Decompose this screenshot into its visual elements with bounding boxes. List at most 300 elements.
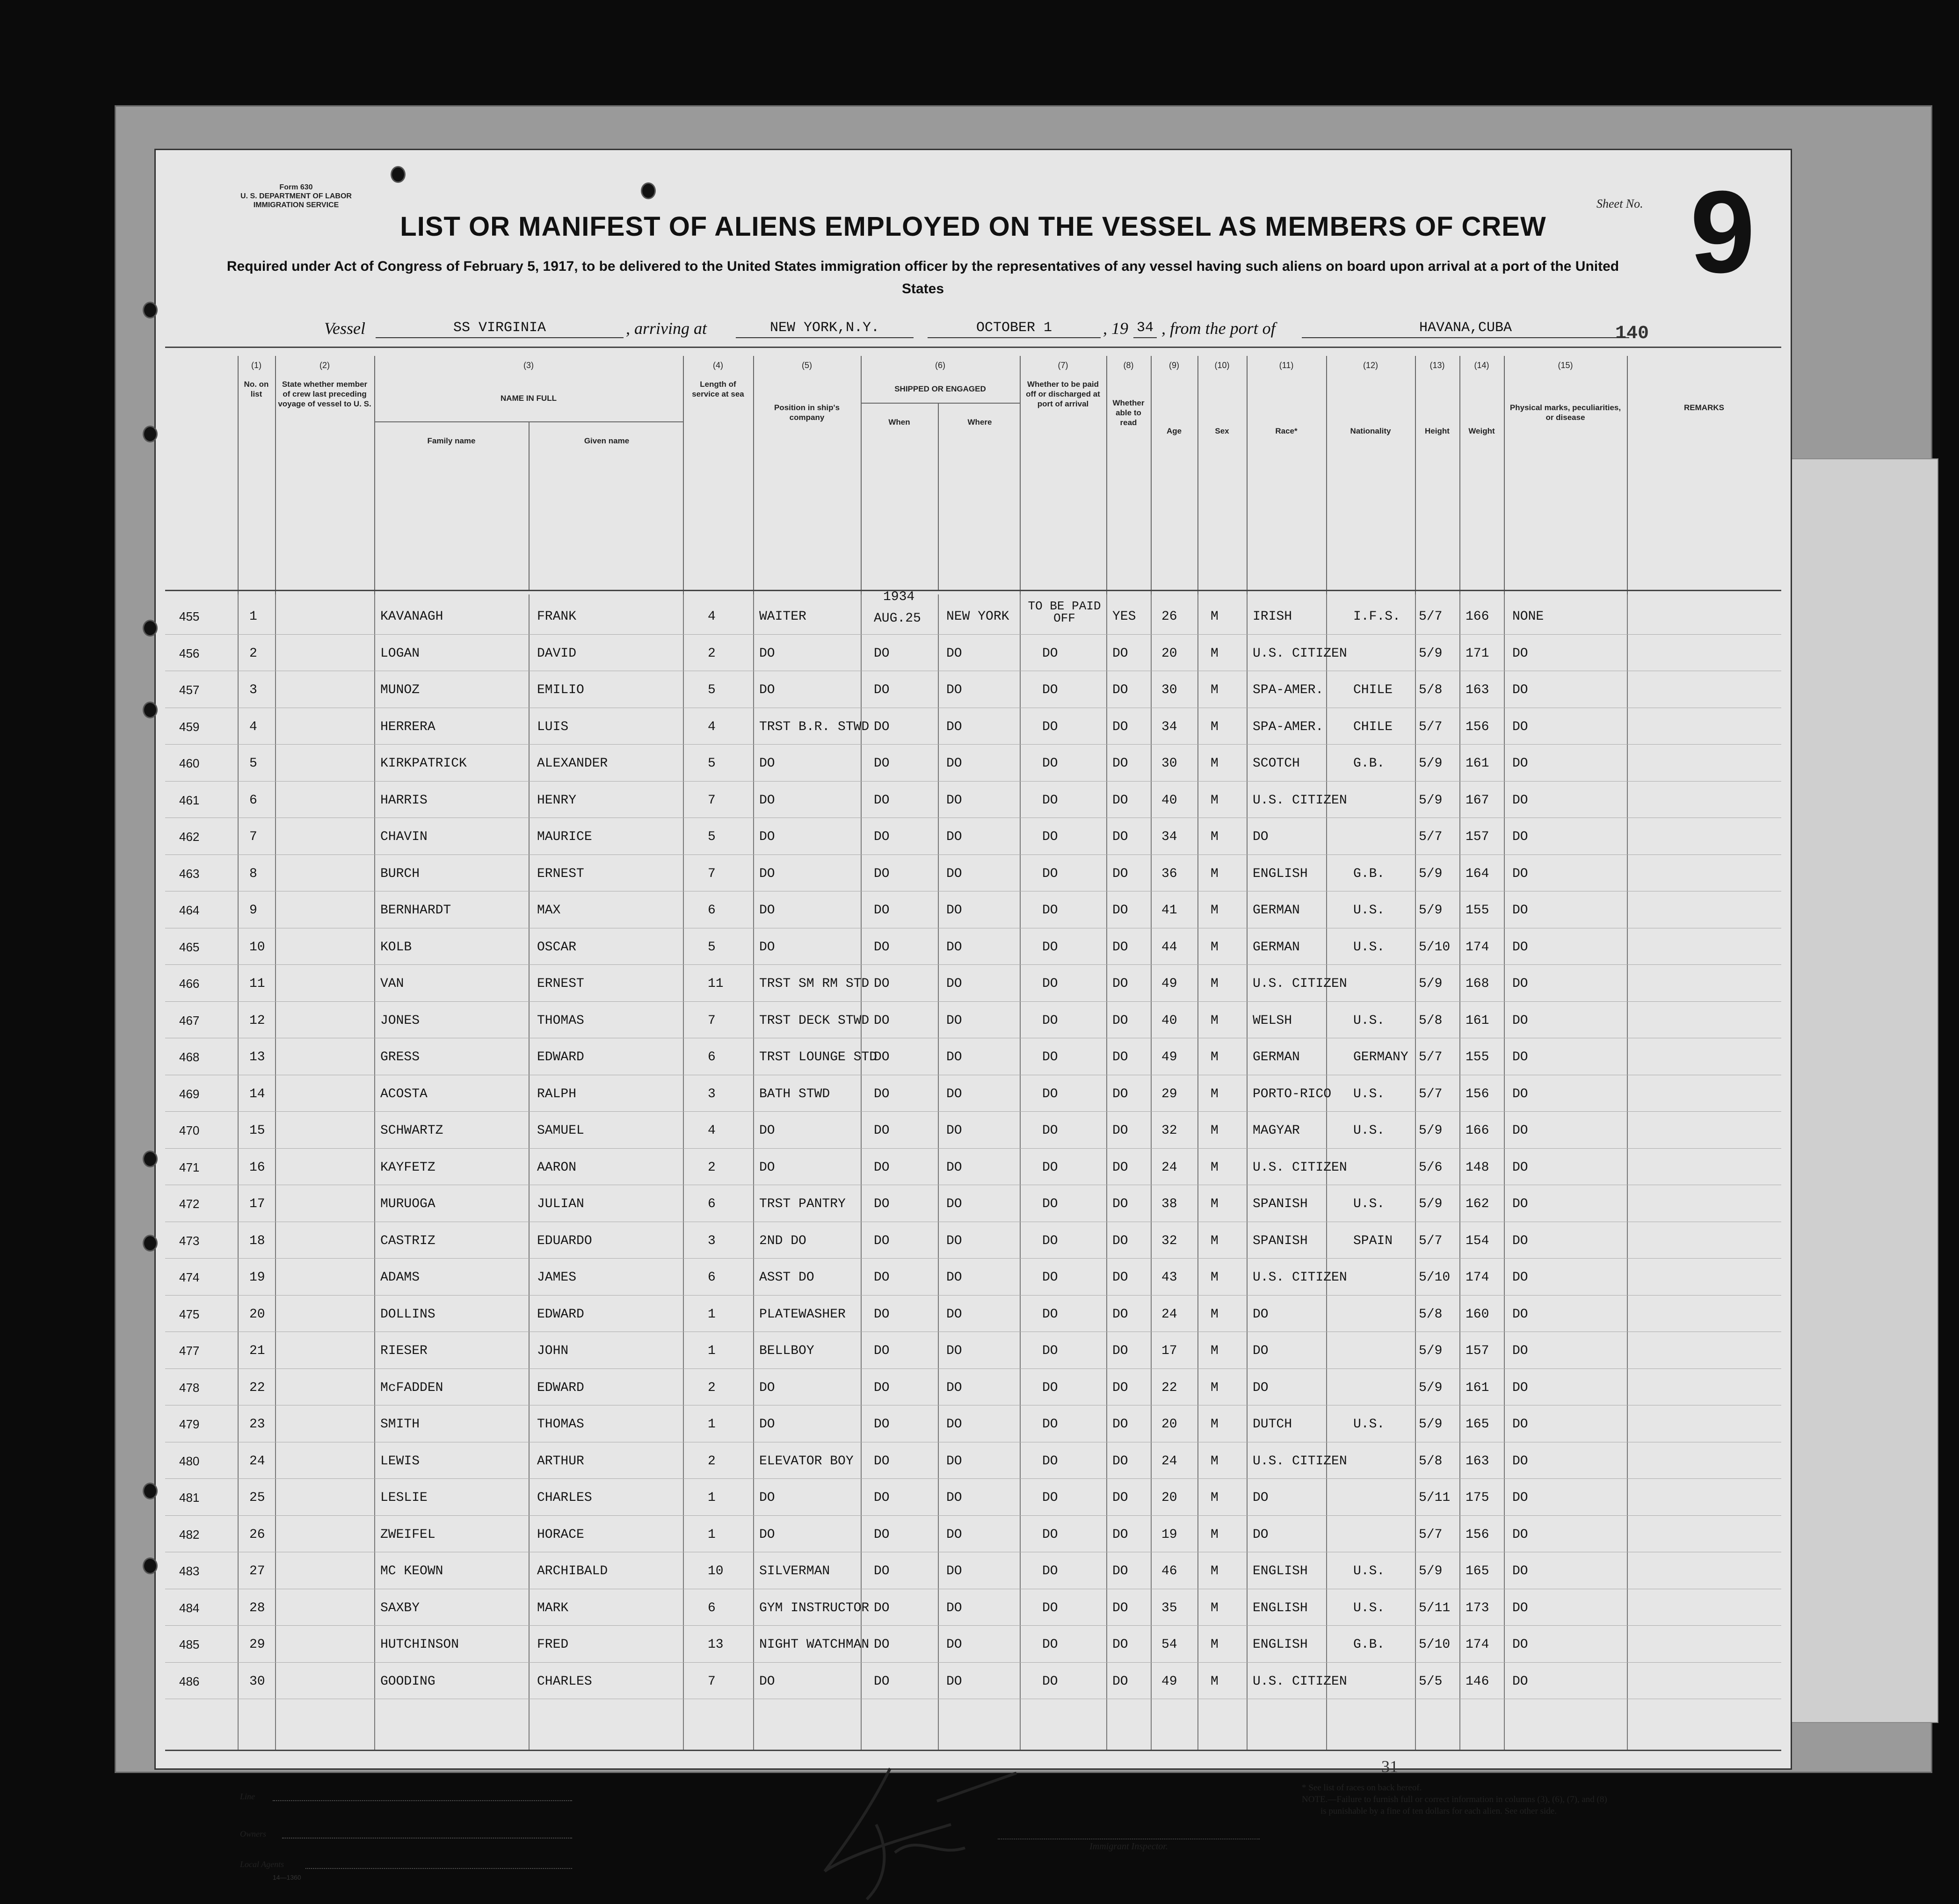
- col-position: (5) Position in ship's company: [753, 356, 862, 594]
- ref-column-head: [165, 356, 239, 594]
- given-name: AARON: [537, 1160, 577, 1175]
- given-name: EDWARD: [537, 1380, 584, 1395]
- sex: M: [1211, 1013, 1219, 1028]
- list-number: 9: [249, 903, 257, 918]
- race: DO: [1253, 1344, 1269, 1358]
- height: 5/7: [1419, 1233, 1443, 1248]
- shipped-when: DO: [874, 1564, 890, 1578]
- list-number: 10: [249, 940, 265, 955]
- nationality: CHILE: [1353, 719, 1393, 734]
- paid-off: DO: [1042, 1197, 1058, 1211]
- sex: M: [1211, 1307, 1219, 1322]
- age: 20: [1161, 1491, 1177, 1505]
- given-name: ERNEST: [537, 977, 584, 991]
- ref-number: 467: [179, 1013, 200, 1028]
- physical-marks: DO: [1512, 756, 1528, 771]
- sex: M: [1211, 1086, 1219, 1101]
- service-length: 5: [708, 756, 716, 771]
- family-name: GOODING: [380, 1674, 435, 1689]
- able-to-read: DO: [1112, 646, 1128, 661]
- family-name: KAYFETZ: [380, 1160, 435, 1175]
- col-sex: (10) Sex: [1197, 356, 1248, 594]
- ref-number: 455: [179, 609, 200, 623]
- row-rule: [165, 854, 1781, 855]
- height: 5/8: [1419, 683, 1443, 697]
- table-row: [156, 636, 1791, 673]
- shipped-where: DO: [946, 1491, 962, 1505]
- age: 26: [1161, 609, 1177, 624]
- shipped-when: DO: [874, 719, 890, 734]
- weight: 173: [1466, 1600, 1489, 1615]
- table-row: [156, 1627, 1791, 1664]
- nationality: U.S.: [1353, 1600, 1385, 1615]
- height: 5/9: [1419, 1417, 1443, 1432]
- sex: M: [1211, 1344, 1219, 1358]
- service-length: 6: [708, 1600, 716, 1615]
- position: 2ND DO: [759, 1233, 806, 1248]
- physical-marks: DO: [1512, 646, 1528, 661]
- when-head: When: [861, 403, 938, 427]
- age: 20: [1161, 646, 1177, 661]
- able-to-read: DO: [1112, 1380, 1128, 1395]
- weight: 161: [1466, 1013, 1489, 1028]
- col-no-on-list: (1) No. on list: [238, 356, 276, 594]
- nationality: CHILE: [1353, 683, 1393, 697]
- shipped-where: DO: [946, 1600, 962, 1615]
- row-rule: [165, 1111, 1781, 1112]
- family-name: VAN: [380, 977, 404, 991]
- ref-number: 483: [179, 1564, 200, 1578]
- shipped-when: DO: [874, 646, 890, 661]
- paid-off: DO: [1042, 1233, 1058, 1248]
- height: 5/9: [1419, 793, 1443, 808]
- shipped-when: DO: [874, 793, 890, 808]
- weight: 146: [1466, 1674, 1489, 1689]
- col-name-in-full: (3) NAME IN FULL: [374, 356, 684, 594]
- list-number: 17: [249, 1197, 265, 1211]
- list-number: 2: [249, 646, 257, 661]
- shipped-when: DO: [874, 1233, 890, 1248]
- year-prefix: , 19: [1103, 319, 1128, 338]
- physical-marks: DO: [1512, 1491, 1528, 1505]
- weight: 168: [1466, 977, 1489, 991]
- service-length: 2: [708, 1454, 716, 1469]
- sex: M: [1211, 866, 1219, 881]
- service-length: 1: [708, 1527, 716, 1542]
- shipped-when: DO: [874, 1380, 890, 1395]
- sex: M: [1211, 830, 1219, 844]
- age: 20: [1161, 1417, 1177, 1432]
- height: 5/9: [1419, 1344, 1443, 1358]
- binder-hole: [143, 426, 158, 442]
- position: BELLBOY: [759, 1344, 814, 1358]
- height: 5/9: [1419, 1564, 1443, 1578]
- ref-number: 470: [179, 1123, 200, 1137]
- height: 5/9: [1419, 977, 1443, 991]
- age: 17: [1161, 1344, 1177, 1358]
- nationality: G.B.: [1353, 756, 1385, 771]
- col-shipped-or-engaged: (6) SHIPPED OR ENGAGED: [861, 356, 1021, 594]
- col-paid-off: (7) Whether to be paid off or discharged at port of arrival: [1020, 356, 1107, 594]
- height: 5/8: [1419, 1013, 1443, 1028]
- age: 44: [1161, 940, 1177, 955]
- sex: M: [1211, 756, 1219, 771]
- list-number: 5: [249, 756, 257, 771]
- from-label: , from the port of: [1161, 319, 1276, 338]
- service-length: 4: [708, 1123, 716, 1138]
- able-to-read: DO: [1112, 793, 1128, 808]
- row-rule: [165, 1148, 1781, 1149]
- physical-marks: DO: [1512, 1637, 1528, 1652]
- position: DO: [759, 1674, 775, 1689]
- weight: 174: [1466, 1270, 1489, 1285]
- shipped-when: DO: [874, 1454, 890, 1469]
- sex: M: [1211, 1454, 1219, 1469]
- print-code: 14—1360: [273, 1874, 301, 1881]
- able-to-read: DO: [1112, 1013, 1128, 1028]
- physical-marks: DO: [1512, 1454, 1528, 1469]
- position: ELEVATOR BOY: [759, 1454, 854, 1469]
- physical-marks: DO: [1512, 830, 1528, 844]
- shipped-when: DO: [874, 1086, 890, 1101]
- header-bottom-rule: [165, 590, 1781, 591]
- shipped-where: DO: [946, 1086, 962, 1101]
- race: DO: [1253, 1307, 1269, 1322]
- height: 5/9: [1419, 646, 1443, 661]
- weight: 174: [1466, 1637, 1489, 1652]
- given-name: CHARLES: [537, 1674, 592, 1689]
- binder-hole: [641, 182, 656, 199]
- family-name: ACOSTA: [380, 1086, 428, 1101]
- stamp-number: 140: [1615, 323, 1649, 344]
- paid-off: DO: [1042, 793, 1058, 808]
- service-length: 1: [708, 1417, 716, 1432]
- row-rule: [165, 744, 1781, 745]
- ref-number: 469: [179, 1086, 200, 1101]
- weight: 165: [1466, 1564, 1489, 1578]
- position: DO: [759, 940, 775, 955]
- sheet-number: 9: [1690, 167, 1756, 297]
- list-number: 29: [249, 1637, 265, 1652]
- position: DO: [759, 830, 775, 844]
- sex: M: [1211, 1417, 1219, 1432]
- table-row: [156, 1003, 1791, 1040]
- given-name: HORACE: [537, 1527, 584, 1542]
- height: 5/9: [1419, 866, 1443, 881]
- age: 49: [1161, 1050, 1177, 1064]
- list-number: 4: [249, 719, 257, 734]
- service-length: 2: [708, 1160, 716, 1175]
- list-number: 6: [249, 793, 257, 808]
- age: 22: [1161, 1380, 1177, 1395]
- height: 5/6: [1419, 1160, 1443, 1175]
- row-rule: [165, 781, 1781, 782]
- footer-rule: [165, 1750, 1781, 1751]
- list-number: 18: [249, 1233, 265, 1248]
- col-weight: (14) Weight: [1459, 356, 1505, 594]
- service-length: 6: [708, 1270, 716, 1285]
- page-subtitle: Required under Act of Congress of February 5, 1917, to be delivered to the United States immigration officer by the representatives of any vessel having such aliens on board upon arrival at a port of the United States: [226, 259, 1619, 297]
- given-name: SAMUEL: [537, 1123, 584, 1138]
- able-to-read: DO: [1112, 1600, 1128, 1615]
- family-name: KAVANAGH: [380, 609, 443, 624]
- ref-number: 478: [179, 1380, 200, 1395]
- family-name: ADAMS: [380, 1270, 420, 1285]
- position: DO: [759, 866, 775, 881]
- age: 43: [1161, 1270, 1177, 1285]
- nationality: I.F.S.: [1353, 609, 1400, 624]
- penalty-note: NOTE.—Failure to furnish full or correct information in columns (3), (6), (7), and (8): [1302, 1795, 1607, 1804]
- paid-off: DO: [1042, 646, 1058, 661]
- weight: 157: [1466, 830, 1489, 844]
- race: U.S. CITIZEN: [1253, 1454, 1347, 1469]
- ref-number: 475: [179, 1307, 200, 1321]
- col-height: (13) Height: [1415, 356, 1460, 594]
- list-number: 7: [249, 830, 257, 844]
- line-label: Line: [240, 1792, 255, 1801]
- service-length: 3: [708, 1086, 716, 1101]
- shipped-where: DO: [946, 1307, 962, 1322]
- paid-off: DO: [1042, 1086, 1058, 1101]
- height: 5/7: [1419, 1527, 1443, 1542]
- height: 5/10: [1419, 1637, 1451, 1652]
- col-length-of-service: (4) Length of service at sea: [683, 356, 754, 594]
- able-to-read: DO: [1112, 1491, 1128, 1505]
- paid-off: DO: [1042, 1050, 1058, 1064]
- list-number: 21: [249, 1344, 265, 1358]
- shipped-where: DO: [946, 719, 962, 734]
- weight: 161: [1466, 756, 1489, 771]
- table-row: [156, 966, 1791, 1003]
- nationality: U.S.: [1353, 1417, 1385, 1432]
- sex: M: [1211, 1600, 1219, 1615]
- table-row: [156, 1444, 1791, 1480]
- race: U.S. CITIZEN: [1253, 1674, 1347, 1689]
- physical-marks: DO: [1512, 1233, 1528, 1248]
- shipped-when: DO: [874, 1197, 890, 1211]
- able-to-read: DO: [1112, 1050, 1128, 1064]
- nationality: G.B.: [1353, 1637, 1385, 1652]
- col-race: (11) Race*: [1247, 356, 1327, 594]
- ref-number: 464: [179, 903, 200, 917]
- weight: 163: [1466, 1454, 1489, 1469]
- table-row: [156, 1040, 1791, 1076]
- arriving-label: , arriving at: [626, 319, 707, 338]
- weight: 162: [1466, 1197, 1489, 1211]
- shipped-where: DO: [946, 1344, 962, 1358]
- family-name: McFADDEN: [380, 1380, 443, 1395]
- given-name: RALPH: [537, 1086, 577, 1101]
- list-number: 16: [249, 1160, 265, 1175]
- paid-off: DO: [1042, 866, 1058, 881]
- binder-hole: [143, 620, 158, 637]
- given-name: EDUARDO: [537, 1233, 592, 1248]
- given-name: FRED: [537, 1637, 569, 1652]
- race: U.S. CITIZEN: [1253, 977, 1347, 991]
- service-length: 1: [708, 1491, 716, 1505]
- family-name: SMITH: [380, 1417, 420, 1432]
- paid-off: DO: [1042, 1380, 1058, 1395]
- service-length: 11: [708, 977, 724, 991]
- race: DO: [1253, 1527, 1269, 1542]
- age: 32: [1161, 1123, 1177, 1138]
- ref-number: 486: [179, 1674, 200, 1688]
- ref-number: 477: [179, 1344, 200, 1358]
- paid-off: DO: [1042, 903, 1058, 918]
- ref-number: 480: [179, 1454, 200, 1468]
- physical-marks: DO: [1512, 1050, 1528, 1064]
- shipped-when: DO: [874, 866, 890, 881]
- row-rule: [165, 1368, 1781, 1369]
- given-name: OSCAR: [537, 940, 577, 955]
- race: GERMAN: [1253, 903, 1300, 918]
- weight: 156: [1466, 1086, 1489, 1101]
- given-name: EDWARD: [537, 1050, 584, 1064]
- physical-marks: DO: [1512, 903, 1528, 918]
- position: TRST PANTRY: [759, 1197, 846, 1211]
- sex: M: [1211, 1123, 1219, 1138]
- row-rule: [165, 1295, 1781, 1296]
- family-name: DOLLINS: [380, 1307, 435, 1322]
- sex: M: [1211, 1380, 1219, 1395]
- service-length: 10: [708, 1564, 724, 1578]
- table-row: [156, 1664, 1791, 1701]
- row-rule: [165, 1625, 1781, 1626]
- table-row: [156, 1407, 1791, 1443]
- owners-field: [282, 1829, 572, 1839]
- row-rule: [165, 1662, 1781, 1663]
- table-row: [156, 709, 1791, 746]
- shipped-where: NEW YORK: [946, 609, 1009, 624]
- given-name: LUIS: [537, 719, 569, 734]
- given-name-head: Given name: [529, 421, 684, 591]
- height: 5/10: [1419, 1270, 1451, 1285]
- position: TRST SM RM STD: [759, 977, 870, 991]
- shipped-when: DO: [874, 940, 890, 955]
- ref-number: 472: [179, 1197, 200, 1211]
- paid-off: DO: [1042, 977, 1058, 991]
- nationality: U.S.: [1353, 903, 1385, 918]
- service-length: 5: [708, 940, 716, 955]
- col-remarks: REMARKS: [1684, 403, 1724, 412]
- race: ENGLISH: [1253, 1564, 1308, 1578]
- age: 30: [1161, 683, 1177, 697]
- table-row: [156, 930, 1791, 966]
- list-number: 11: [249, 977, 265, 991]
- weight: 163: [1466, 683, 1489, 697]
- nationality: U.S.: [1353, 1086, 1385, 1101]
- paid-off: DO: [1042, 719, 1058, 734]
- voyage-line: [324, 319, 1774, 342]
- shipped-where: DO: [946, 830, 962, 844]
- nationality: U.S.: [1353, 1197, 1385, 1211]
- shipped-where: DO: [946, 1637, 962, 1652]
- tally-mark: 31: [1381, 1757, 1398, 1776]
- family-name: HERRERA: [380, 719, 435, 734]
- height: 5/7: [1419, 609, 1443, 624]
- paid-off: DO: [1042, 1417, 1058, 1432]
- shipped-when: DO: [874, 1491, 890, 1505]
- family-name: MUNOZ: [380, 683, 420, 697]
- height: 5/9: [1419, 903, 1443, 918]
- height: 5/11: [1419, 1600, 1451, 1615]
- sex: M: [1211, 719, 1219, 734]
- family-name: LEWIS: [380, 1454, 420, 1469]
- table-row: [156, 1077, 1791, 1113]
- penalty-note-2: is punishable by a fine of ten dollars for each alien. See other side.: [1321, 1806, 1557, 1816]
- table-row: [156, 1223, 1791, 1260]
- shipped-when: DO: [874, 1637, 890, 1652]
- table-row: [156, 893, 1791, 929]
- position: DO: [759, 1417, 775, 1432]
- weight: 167: [1466, 793, 1489, 808]
- shipped-when: DO: [874, 830, 890, 844]
- given-name: EMILIO: [537, 683, 584, 697]
- paid-off: DO: [1042, 1600, 1058, 1615]
- weight: 161: [1466, 1380, 1489, 1395]
- given-name: ARCHIBALD: [537, 1564, 608, 1578]
- race: ENGLISH: [1253, 866, 1308, 881]
- race: DO: [1253, 830, 1269, 844]
- age: 24: [1161, 1160, 1177, 1175]
- table-row: [156, 746, 1791, 782]
- able-to-read: DO: [1112, 1123, 1128, 1138]
- sex: M: [1211, 609, 1219, 624]
- height: 5/8: [1419, 1307, 1443, 1322]
- height: 5/5: [1419, 1674, 1443, 1689]
- owners-label: Owners: [240, 1829, 267, 1839]
- table-row: [156, 1517, 1791, 1554]
- binder-hole: [391, 166, 406, 183]
- weight: 148: [1466, 1160, 1489, 1175]
- ref-number: 471: [179, 1160, 200, 1174]
- race: U.S. CITIZEN: [1253, 1160, 1347, 1175]
- ref-number: 479: [179, 1417, 200, 1431]
- sex: M: [1211, 1197, 1219, 1211]
- family-name: GRESS: [380, 1050, 420, 1064]
- shipped-year: 1934: [883, 590, 915, 604]
- position: BATH STWD: [759, 1086, 830, 1101]
- shipped-where: DO: [946, 1380, 962, 1395]
- height: 5/9: [1419, 756, 1443, 771]
- physical-marks: DO: [1512, 719, 1528, 734]
- race: WELSH: [1253, 1013, 1292, 1028]
- table-row: [156, 819, 1791, 856]
- paid-off: DO: [1042, 1013, 1058, 1028]
- paid-off: DO: [1042, 940, 1058, 955]
- list-number: 3: [249, 683, 257, 697]
- age: 34: [1161, 830, 1177, 844]
- physical-marks: DO: [1512, 1197, 1528, 1211]
- position: WAITER: [759, 609, 806, 624]
- paid-off: DO: [1042, 1491, 1058, 1505]
- height: 5/8: [1419, 1454, 1443, 1469]
- ref-number: 474: [179, 1270, 200, 1284]
- sex: M: [1211, 1527, 1219, 1542]
- races-note: * See list of races on back hereof.: [1302, 1783, 1422, 1793]
- age: 30: [1161, 756, 1177, 771]
- table-row: [156, 783, 1791, 819]
- position: NIGHT WATCHMAN: [759, 1637, 870, 1652]
- family-name: JONES: [380, 1013, 420, 1028]
- ref-number: 481: [179, 1491, 200, 1505]
- year-suffix: 34: [1133, 319, 1157, 338]
- nationality: U.S.: [1353, 1564, 1385, 1578]
- paid-off: DO: [1042, 683, 1058, 697]
- table-row: [156, 673, 1791, 709]
- position: GYM INSTRUCTOR: [759, 1600, 870, 1615]
- able-to-read: DO: [1112, 977, 1128, 991]
